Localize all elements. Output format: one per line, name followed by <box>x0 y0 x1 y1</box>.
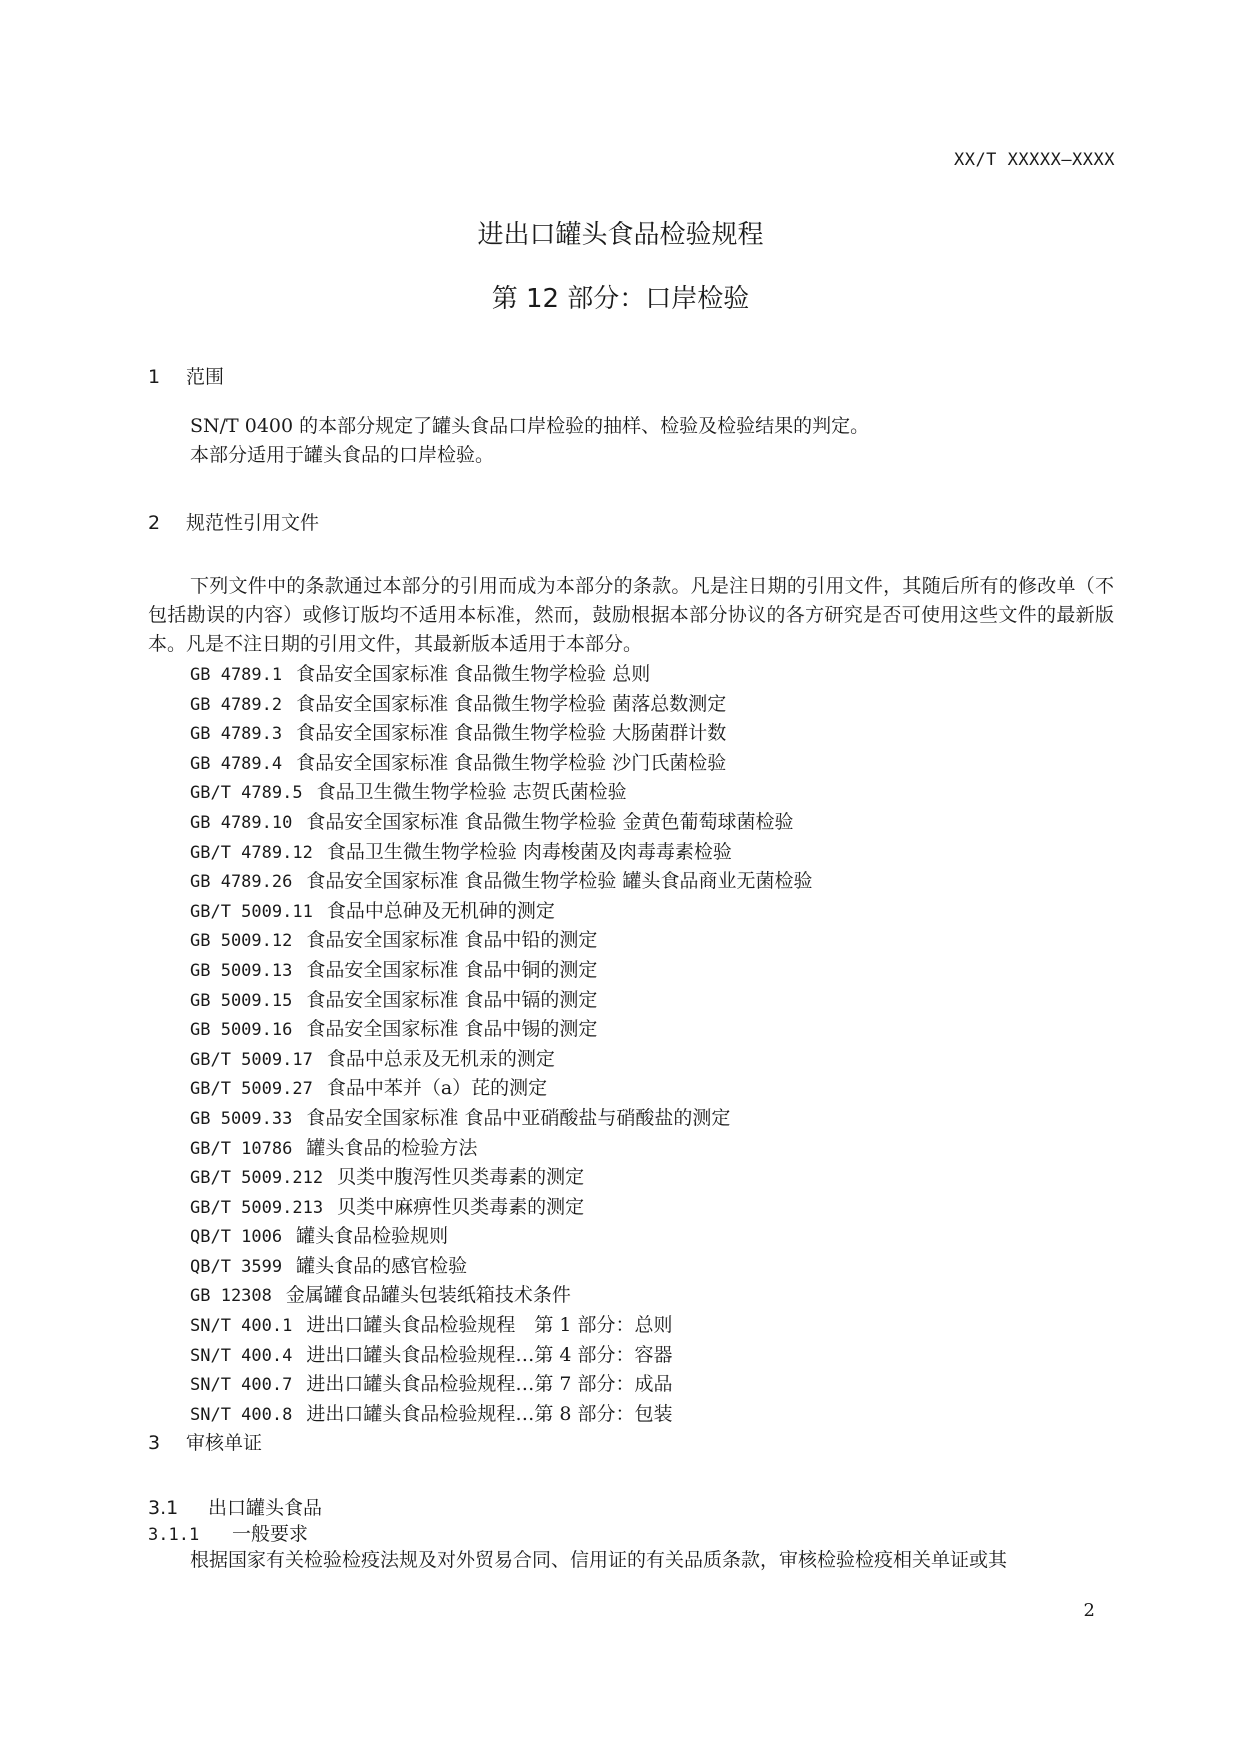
page-number: 2 <box>1083 1600 1095 1621</box>
reference-item <box>190 660 812 690</box>
section-3-heading <box>148 1428 262 1455</box>
reference-title: 食品中苯并（a）芘的测定 <box>326 1077 548 1100</box>
reference-title: 贝类中麻痹性贝类毒素的测定 <box>337 1195 585 1218</box>
reference-title: 进出口罐头食品检验规程…第 4 部分：容器 <box>306 1343 673 1366</box>
reference-item <box>190 1104 812 1134</box>
paragraph: SN/T 0400 的本部分规定了罐头食品口岸检验的抽样、检验及检验结果的判定。 <box>190 415 870 437</box>
reference-title: 食品安全国家标准 食品中铅的测定 <box>306 929 598 952</box>
reference-list <box>190 660 812 1429</box>
scope-text <box>148 412 1114 470</box>
references-intro <box>148 572 1114 659</box>
reference-title: 罐头食品的感官检验 <box>296 1254 468 1277</box>
reference-item <box>190 867 812 897</box>
reference-code: GB 12308 <box>190 1286 272 1307</box>
reference-title: 食品卫生微生物学检验 肉毒梭菌及肉毒毒素检验 <box>326 840 732 863</box>
reference-item <box>190 838 812 868</box>
reference-title: 食品安全国家标准 食品微生物学检验 大肠菌群计数 <box>296 722 727 745</box>
reference-title: 贝类中腹泻性贝类毒素的测定 <box>337 1166 585 1189</box>
reference-code: SN/T 400.8 <box>190 1404 293 1425</box>
reference-item <box>190 1045 812 1075</box>
reference-code: GB/T 5009.212 <box>190 1168 324 1189</box>
reference-code: GB 4789.3 <box>190 724 283 745</box>
section-number: 3 <box>148 1432 161 1454</box>
section-1-heading <box>148 362 224 389</box>
reference-item <box>190 1134 812 1164</box>
reference-title: 食品安全国家标准 食品微生物学检验 菌落总数测定 <box>296 692 727 715</box>
reference-code: SN/T 400.4 <box>190 1345 293 1366</box>
reference-title: 食品安全国家标准 食品微生物学检验 沙门氏菌检验 <box>296 751 727 774</box>
section-title: 规范性引用文件 <box>186 512 320 534</box>
clause-3-1-1-text <box>148 1546 1114 1575</box>
paragraph: 本部分适用于罐头食品的口岸检验。 <box>190 444 495 466</box>
reference-title: 进出口罐头食品检验规程…第 7 部分：成品 <box>306 1373 673 1396</box>
reference-code: GB 5009.13 <box>190 960 293 981</box>
reference-item <box>190 749 812 779</box>
reference-item <box>190 926 812 956</box>
reference-item <box>190 1163 812 1193</box>
reference-title: 罐头食品的检验方法 <box>306 1136 478 1159</box>
reference-title: 食品安全国家标准 食品微生物学检验 罐头食品商业无菌检验 <box>306 870 813 893</box>
reference-code: SN/T 400.1 <box>190 1316 293 1337</box>
reference-item <box>190 1222 812 1252</box>
reference-code: GB 4789.10 <box>190 812 293 833</box>
reference-code: GB/T 4789.12 <box>190 842 313 863</box>
reference-title: 食品卫生微生物学检验 志贺氏菌检验 <box>316 781 627 804</box>
clause-3-1-1-heading <box>148 1519 308 1546</box>
reference-title: 食品中总汞及无机汞的测定 <box>326 1047 555 1070</box>
reference-code: GB/T 5009.11 <box>190 901 313 922</box>
reference-item <box>190 1193 812 1223</box>
reference-item <box>190 897 812 927</box>
section-number: 1 <box>148 366 161 388</box>
document-subtitle: 第 12 部分：口岸检验 <box>491 284 750 314</box>
clause-number: 3.1.1 <box>148 1525 200 1545</box>
reference-item <box>190 1341 812 1371</box>
section-number: 3.1 <box>148 1497 179 1519</box>
reference-code: GB 5009.16 <box>190 1020 293 1041</box>
reference-item <box>190 1281 812 1311</box>
reference-code: GB 5009.33 <box>190 1108 293 1129</box>
reference-code: GB/T 5009.213 <box>190 1197 324 1218</box>
reference-title: 食品安全国家标准 食品中锡的测定 <box>306 1018 598 1041</box>
reference-title: 进出口罐头食品检验规程…第 8 部分：包装 <box>306 1402 673 1425</box>
standard-code: XX/T XXXXX—XXXX <box>953 150 1115 170</box>
reference-title: 食品安全国家标准 食品微生物学检验 总则 <box>296 663 651 685</box>
reference-item <box>190 808 812 838</box>
reference-code: SN/T 400.7 <box>190 1375 293 1396</box>
section-number: 2 <box>148 512 161 534</box>
reference-item <box>190 1311 812 1341</box>
reference-code: GB/T 5009.27 <box>190 1079 313 1100</box>
paragraph: 根据国家有关检验检疫法规及对外贸易合同、信用证的有关品质条款，审核检验检疫相关单证或其 <box>190 1549 1008 1571</box>
reference-item <box>190 778 812 808</box>
reference-title: 食品中总砷及无机砷的测定 <box>326 899 555 922</box>
reference-item <box>190 1074 812 1104</box>
clause-title: 一般要求 <box>232 1523 309 1545</box>
reference-code: GB 4789.26 <box>190 872 293 893</box>
section-title: 范围 <box>186 366 225 388</box>
reference-code: GB 4789.2 <box>190 694 283 715</box>
reference-item <box>190 1252 812 1282</box>
reference-item <box>190 1370 812 1400</box>
reference-title: 食品安全国家标准 食品微生物学检验 金黄色葡萄球菌检验 <box>306 810 794 833</box>
section-3-1-heading <box>148 1493 322 1520</box>
document-title: 进出口罐头食品检验规程 <box>477 220 764 250</box>
reference-title: 食品安全国家标准 食品中亚硝酸盐与硝酸盐的测定 <box>306 1106 731 1129</box>
reference-code: GB 4789.4 <box>190 753 283 774</box>
reference-item <box>190 1015 812 1045</box>
reference-code: GB 4789.1 <box>190 665 283 685</box>
reference-item <box>190 986 812 1016</box>
section-title: 审核单证 <box>186 1432 263 1454</box>
section-2-heading <box>148 508 319 535</box>
reference-item <box>190 956 812 986</box>
reference-code: GB/T 10786 <box>190 1138 293 1159</box>
reference-item <box>190 690 812 720</box>
reference-code: GB 5009.15 <box>190 990 293 1011</box>
reference-code: GB 5009.12 <box>190 931 293 952</box>
reference-title: 食品安全国家标准 食品中铜的测定 <box>306 958 598 981</box>
reference-code: QB/T 1006 <box>190 1227 283 1248</box>
reference-item <box>190 1400 812 1430</box>
reference-item <box>190 719 812 749</box>
reference-code: GB/T 5009.17 <box>190 1049 313 1070</box>
reference-title: 进出口罐头食品检验规程 第 1 部分：总则 <box>306 1314 673 1337</box>
reference-title: 食品安全国家标准 食品中镉的测定 <box>306 988 598 1011</box>
reference-code: GB/T 4789.5 <box>190 783 303 804</box>
reference-title: 罐头食品检验规则 <box>296 1225 449 1248</box>
reference-title: 金属罐食品罐头包装纸箱技术条件 <box>285 1284 571 1307</box>
paragraph: 下列文件中的条款通过本部分的引用而成为本部分的条款。凡是注日期的引用文件，其随后所有的修改单（不包括勘误的内容）或修订版均不适用本标准，然而，鼓励根据本部分协议的各方研究是否可使用这些文件的最新版本。凡是不注日期的引用文件，其最新版本适用于本部分。 <box>148 575 1114 655</box>
reference-code: QB/T 3599 <box>190 1256 283 1277</box>
section-title: 出口罐头食品 <box>208 1497 323 1519</box>
